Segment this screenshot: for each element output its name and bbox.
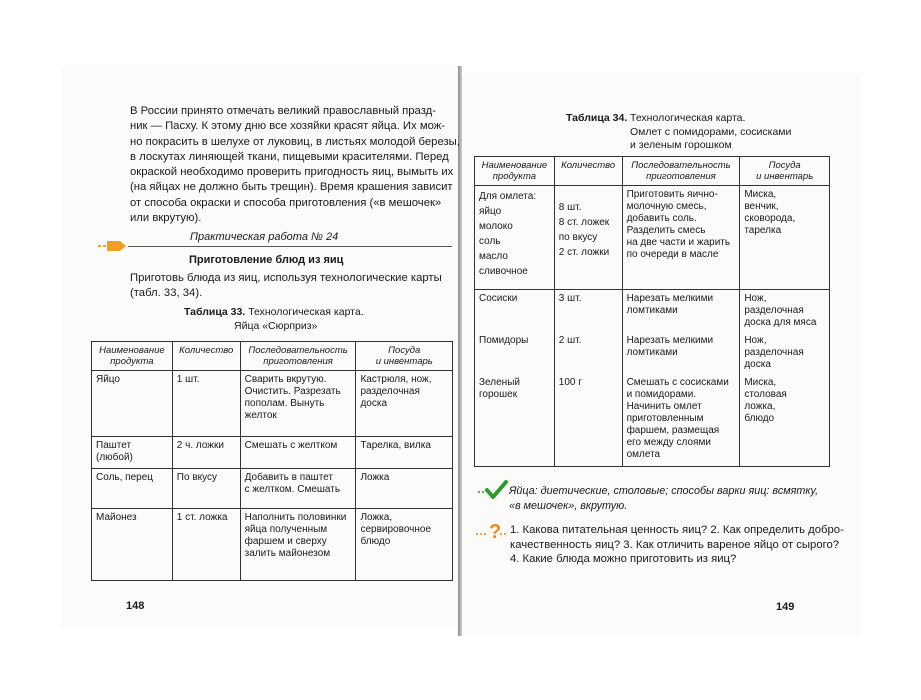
cell-utensils: Тарелка, вилка [356, 437, 453, 469]
cell-sequence: Нарезать мелкими ломтиками [622, 290, 740, 333]
page-number-left: 148 [126, 600, 145, 612]
cell-quantity: 1 ст. ложка [172, 509, 240, 581]
table-34 [474, 156, 830, 467]
header-sequence: Последовательность приготовления [240, 342, 356, 371]
intro-line: в лоскутах линяющей ткани, пищевыми красителями. Перед [130, 150, 449, 163]
cell-utensils: Миска, столовая ложка, блюдо [740, 374, 830, 466]
cell-utensils: Ложка [356, 469, 453, 509]
intro-line: (на яйцах не должно быть трещин). Время крашения зависит [130, 181, 453, 194]
task-line: Приготовь блюда из яиц, используя технологические карты [130, 272, 442, 284]
question-line: 1. Какова питательная ценность яиц? 2. Как определить добро- [510, 524, 844, 536]
checkmark-icon [478, 480, 508, 500]
table-row [92, 469, 453, 509]
cell-sequence: Смешать с желтком [240, 437, 356, 469]
header-utensils: Посуда и инвентарь [356, 342, 453, 371]
keywords-line: «в мешочек», вкрутую. [509, 499, 628, 512]
cell-sequence: Приготовить яично- молочную смесь, добавить соль. Разделить смесь на две части и жарить по очереди в масле [622, 186, 740, 290]
table-33-caption [184, 306, 364, 318]
intro-line: но покрасить в шелухе от луковиц, в листьях молодой березы, [130, 135, 460, 148]
cell-sequence: Нарезать мелкими ломтиками [622, 332, 740, 374]
cell-sequence: Наполнить половинки яйца полученным фаршем и сверху залить майонезом [240, 509, 356, 581]
cell-utensils: Кастрюля, нож, разделочная доска [356, 371, 453, 437]
cell-product: Соль, перец [92, 469, 173, 509]
cell-quantity: 2 ч. ложки [172, 437, 240, 469]
table-row [92, 437, 453, 469]
section-title: Приготовление блюд из яиц [189, 254, 344, 266]
caption-line: Омлет с помидорами, сосисками [630, 125, 792, 138]
intro-line: ник — Пасху. К этому дню все хозяйки красят яйца. Их мож- [130, 120, 446, 133]
table-row [475, 332, 830, 374]
intro-line: В России принято отмечать великий православный празд- [130, 105, 436, 117]
cell-product: Майонез [92, 509, 173, 581]
page-number-right: 149 [776, 601, 795, 613]
practical-work-label: Практическая работа № 24 [190, 231, 339, 243]
cell-utensils: Ложка, сервировочное блюдо [356, 509, 453, 581]
caption-line: Технологическая карта. [630, 112, 746, 124]
intro-paragraph [130, 104, 460, 226]
header-quantity: Количество [554, 157, 622, 186]
cell-product: Сосиски [475, 290, 555, 333]
cell-utensils: Нож, разделочная доска для мяса [740, 290, 830, 333]
cell-quantity: 3 шт. [554, 290, 622, 333]
header-sequence: Последовательность приготовления [622, 157, 740, 186]
task-line: (табл. 33, 34). [130, 287, 203, 300]
cell-product: Зеленый горошек [475, 374, 555, 466]
table-33-subtitle: Яйца «Сюрприз» [234, 320, 318, 332]
table-34-caption [566, 112, 627, 126]
cell-sequence: Смешать с сосисками и помидорами. Начинить омлет приготовленным фаршем, размещая его между слоями омлета [622, 374, 740, 466]
question-mark-icon [476, 520, 508, 542]
svg-text:?: ? [489, 521, 502, 542]
cell-product: Помидоры [475, 332, 555, 374]
keywords-block [509, 484, 818, 513]
question-line: 4. Какие блюда можно приготовить из яиц? [510, 553, 737, 566]
section-divider [128, 246, 452, 247]
cell-quantity: 1 шт. [172, 371, 240, 437]
questions-block [510, 523, 844, 567]
table-34-caption-text [630, 112, 791, 153]
cell-product: Паштет (любой) [92, 437, 173, 469]
table-header-row [92, 342, 453, 371]
table-header-row [475, 157, 830, 186]
table-caption-number: Таблица 34. [566, 112, 628, 124]
header-product: Наименование продукта [475, 157, 555, 186]
question-line: качественность яиц? 3. Как отличить вареное яйцо от сырого? [510, 538, 840, 551]
table-row [92, 371, 453, 437]
arrow-marker-icon [98, 239, 128, 253]
cell-quantity: По вкусу [172, 469, 240, 509]
table-row [92, 509, 453, 581]
keywords-line: Яйца: диетические, столовые; способы варки яиц: всмятку, [509, 485, 819, 497]
cell-quantity: 8 шт. 8 ст. ложек по вкусу 2 ст. ложки [554, 186, 622, 290]
table-row [475, 374, 830, 466]
header-quantity: Количество [172, 342, 240, 371]
cell-utensils: Нож, разделочная доска [740, 332, 830, 374]
cell-sequence: Добавить в паштет с желтком. Смешать [240, 469, 356, 509]
intro-line: или вкрутую). [130, 212, 202, 225]
cell-quantity: 100 г [554, 374, 622, 466]
cell-product: Яйцо [92, 371, 173, 437]
table-row [475, 186, 830, 290]
cell-product: Для омлета: яйцо молоко соль масло сливочное [475, 186, 555, 290]
intro-line: окраской необходимо проверить пригодность яиц, вымыть их [130, 166, 454, 179]
cell-quantity: 2 шт. [554, 332, 622, 374]
table-caption-number: Таблица 33. [184, 306, 246, 318]
cell-sequence: Сварить вкрутую. Очистить. Разрезать пополам. Вынуть желток [240, 371, 356, 437]
cell-utensils: Миска, венчик, сковорода, тарелка [740, 186, 830, 290]
table-row [475, 290, 830, 333]
table-caption-text: Технологическая карта. [248, 306, 364, 318]
task-paragraph [130, 271, 442, 302]
caption-line: и зеленым горошком [630, 139, 732, 151]
table-33 [91, 341, 453, 581]
header-product: Наименование продукта [92, 342, 173, 371]
header-utensils: Посуда и инвентарь [740, 157, 830, 186]
intro-line: от способа окраски и способа приготовления («в мешочек» [130, 196, 442, 209]
